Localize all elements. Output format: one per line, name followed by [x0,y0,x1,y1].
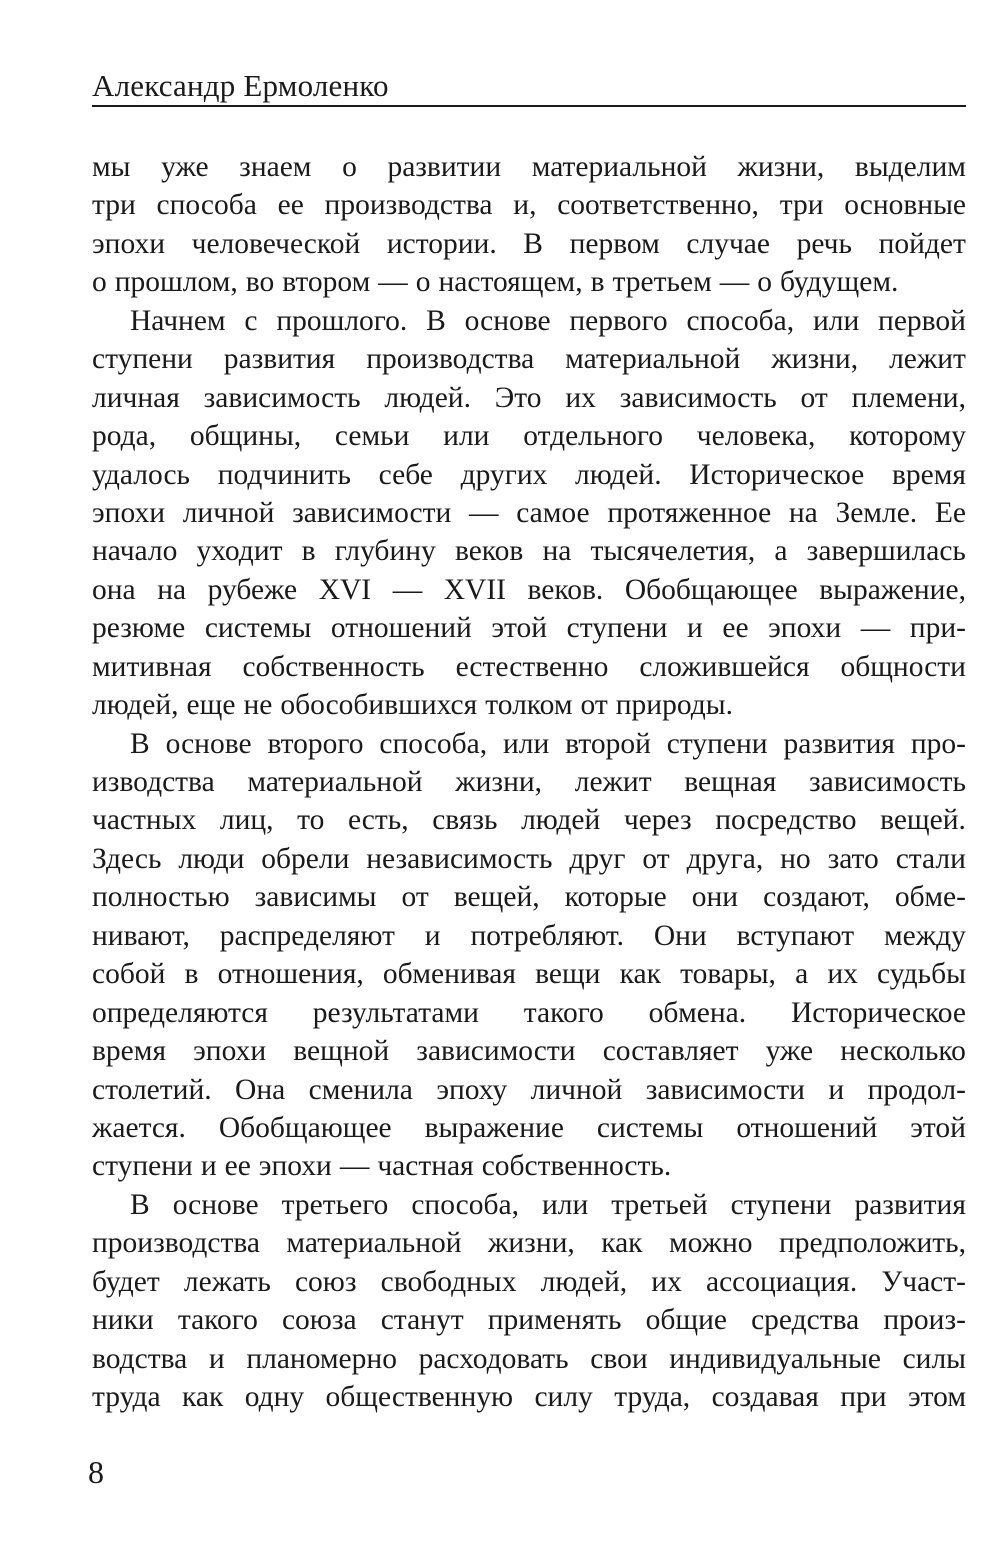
text-line: В основе второго способа, или второй ступени развития про- [130,727,966,760]
text-line: определяются результатами такого обмена. Историческое [92,996,966,1029]
text-line: личная зависимость людей. Это их зависимость от племени, [92,381,966,414]
text-line: В основе третьего способа, или третьей ступени развития [130,1188,966,1221]
text-line: удалось подчинить себе других людей. Историческое время [92,458,966,491]
header-rule [92,105,966,107]
text-line: нивают, распределяют и потребляют. Они вступают между [92,919,966,952]
text-line: мы уже знаем о развитии материальной жизни, выделим [92,151,966,183]
text-line: людей, еще не обособившихся толком от природы. [92,689,733,722]
paragraph [92,302,966,725]
text-line: ступени и ее эпохи — частная собственность. [92,1150,672,1183]
text-line: Начнем с прошлого. В основе первого способа, или первой [130,304,966,337]
text-line: производства материальной жизни, как можно предположить, [92,1227,966,1260]
text-line: ники такого союза станут применять общие средства произ- [92,1304,966,1337]
text-line: изводства материальной жизни, лежит вещная зависимость [92,766,966,798]
text-line: митивная собственность естественно сложившейся общности [92,650,966,683]
running-header: Александр Ермоленко [92,68,389,103]
text-line: жается. Обобщающее выражение системы отношений этой [92,1111,966,1144]
text-line: труда как одну общественную силу труда, создавая при этом [92,1381,966,1413]
text-line: время эпохи вещной зависимости составляет уже несколько [92,1035,966,1068]
text-line: о прошлом, во втором — о настоящем, в третьем — о будущем. [92,266,899,299]
text-line: частных лиц, то есть, связь людей через посредство вещей. [92,804,966,837]
text-line: ступени развития производства материальной жизни, лежит [92,343,966,376]
text-line: она на рубеже XVI — XVII веков. Обобщающее выражение, [92,573,966,606]
text-line: полностью зависимы от вещей, которые они создают, обме- [92,881,966,914]
paragraph [92,148,966,302]
text-line: три способа ее производства и, соответственно, три основные [92,189,966,222]
paragraph [92,1186,966,1417]
text-line: столетий. Она сменила эпоху личной зависимости и продол- [92,1073,966,1106]
text-line: эпохи личной зависимости — самое протяженное на Земле. Ее [92,496,966,529]
text-line: начало уходит в глубину веков на тысячелетия, а завершилась [92,535,966,568]
text-line: резюме системы отношений этой ступени и ее эпохи — при- [92,612,966,645]
text-line: Здесь люди обрели независимость друг от друга, но зато стали [92,842,966,875]
text-line: рода, общины, семьи или отдельного человека, которому [92,420,966,453]
paragraph [92,725,966,1186]
text-line: водства и планомерно расходовать свои индивидуальные силы [92,1342,966,1375]
text-line: будет лежать союз свободных людей, их ассоциация. Участ- [92,1265,966,1298]
page-number: 8 [88,1454,104,1490]
text-line: собой в отношения, обменивая вещи как товары, а их судьбы [92,958,966,991]
body-text [92,148,966,1416]
text-line: эпохи человеческой истории. В первом случае речь пойдет [92,227,966,260]
